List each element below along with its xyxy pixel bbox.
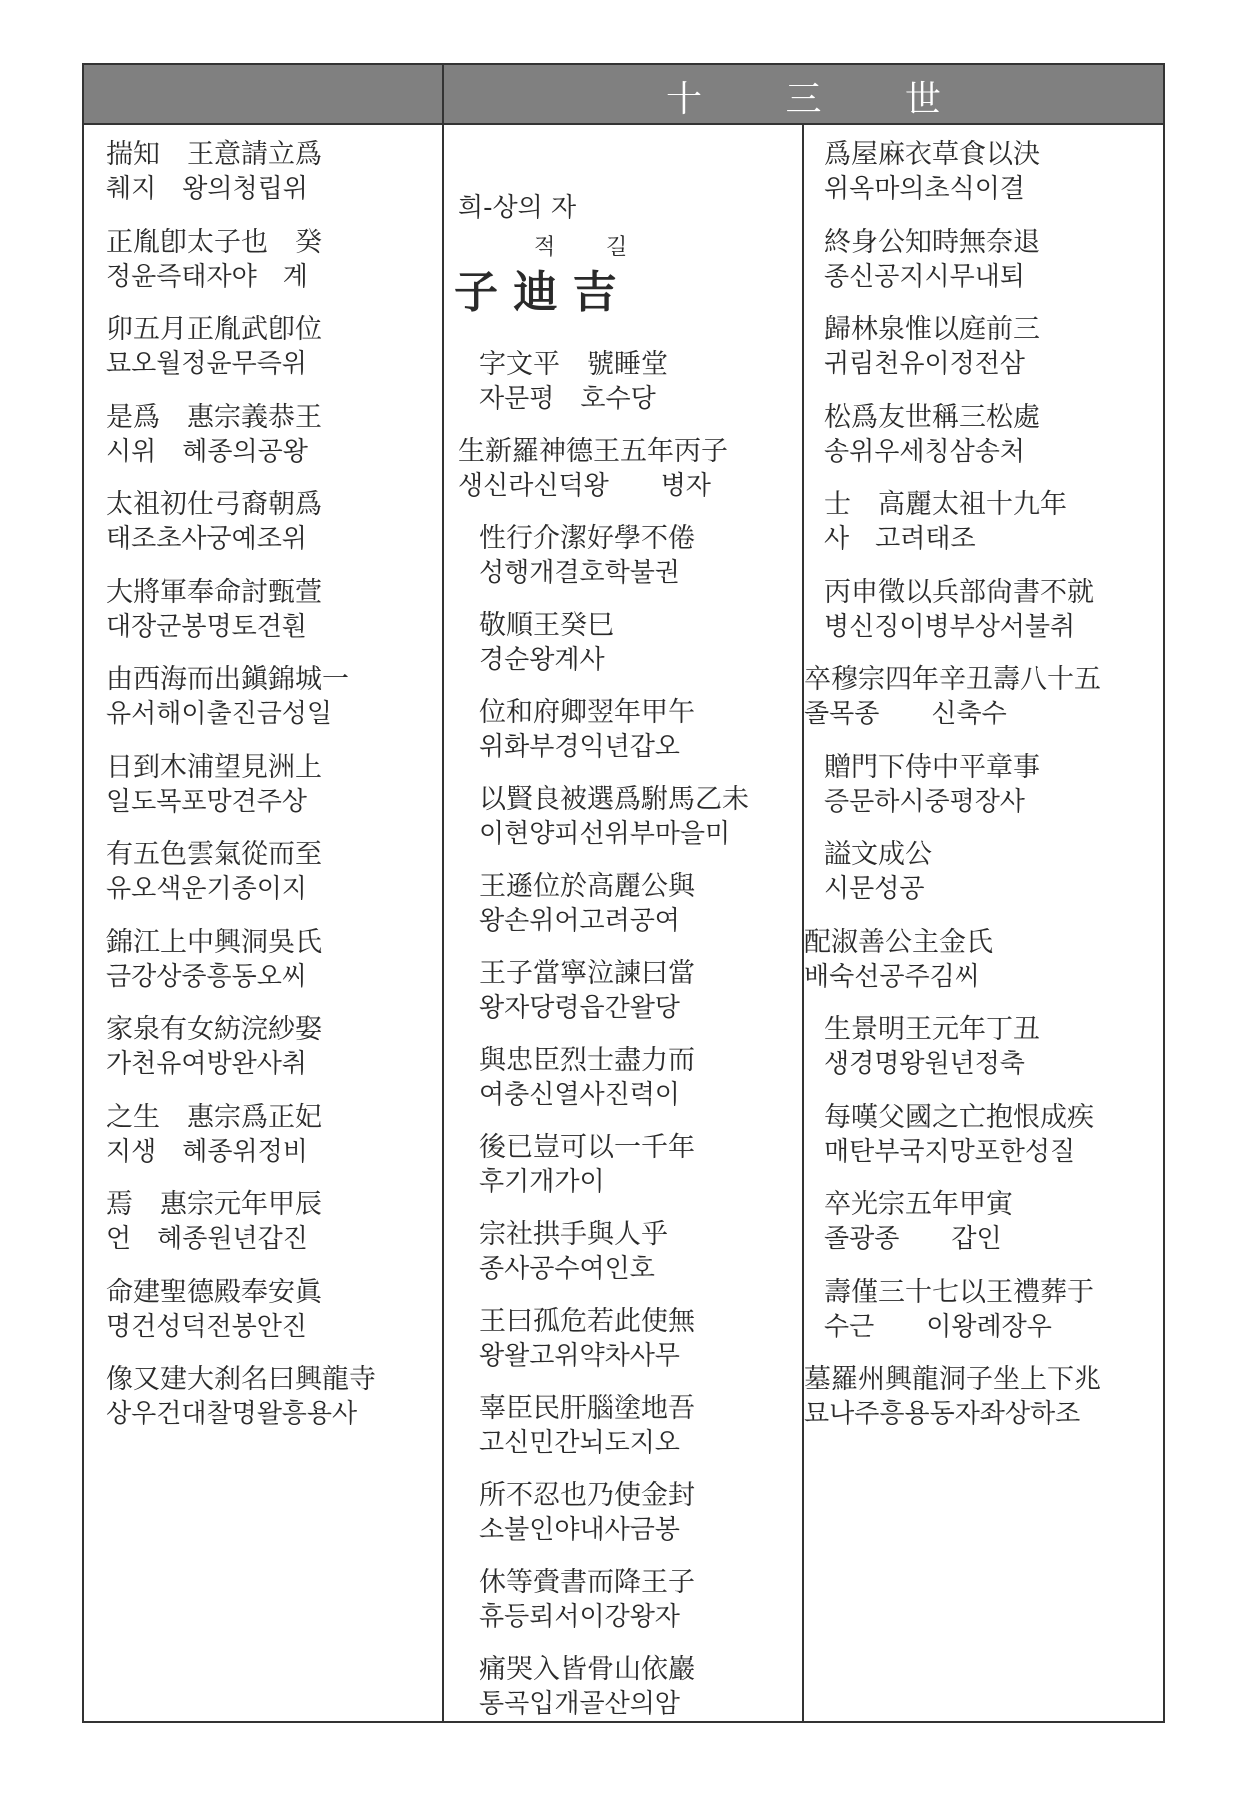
hanja-line: 有五色雲氣從而至 (106, 839, 322, 870)
hanja-line: 卯五月正胤武卽位 (106, 314, 322, 345)
text-line-pair (824, 487, 1067, 557)
hangul-line: 지생 혜종위정비 (106, 1137, 308, 1167)
hangul-line: 소불인야내사금봉 (479, 1515, 680, 1545)
hanja-line: 像又建大刹名曰興龍寺 (106, 1364, 376, 1395)
hanja-line: 與忠臣烈士盡力而 (479, 1045, 695, 1076)
hanja-line: 之生 惠宗爲正妃 (106, 1102, 322, 1133)
hangul-line: 묘오월정윤무즉위 (106, 349, 307, 379)
text-line-pair (824, 837, 932, 907)
hangul-line: 졸광종 갑인 (824, 1224, 1002, 1254)
name-reading: 적 (534, 235, 556, 260)
hangul-line: 수근 이왕례장우 (824, 1312, 1052, 1342)
text-line-pair (824, 575, 1094, 645)
hanja-line: 字文平 號睡堂 (479, 349, 668, 380)
text-line-pair (106, 750, 322, 820)
hanja-line: 墓羅州興龍洞子坐上下兆 (804, 1364, 1101, 1395)
text-line-pair (106, 1362, 376, 1432)
hanja-line: 辜臣民肝腦塗地吾 (479, 1393, 695, 1424)
hanja-line: 太祖初仕弓裔朝爲 (106, 489, 322, 520)
text-line-pair (479, 695, 695, 765)
text-line-pair (479, 956, 695, 1026)
hangul-line: 졸목종 신축수 (804, 699, 1007, 729)
hangul-line: 성행개결호학불권 (479, 558, 680, 588)
hangul-line: 귀림천유이정전삼 (824, 349, 1025, 379)
hangul-line: 자문평 호수당 (479, 384, 656, 414)
hanja-line: 王子當寧泣諫曰當 (479, 958, 695, 989)
hangul-line: 왕왈고위약차사무 (479, 1341, 680, 1371)
hanja-line: 宗社拱手與人乎 (479, 1219, 668, 1250)
header-generation-cell (444, 65, 1163, 123)
text-line-pair (106, 312, 322, 382)
hangul-line: 유오색운기종이지 (106, 874, 307, 904)
text-line-pair (479, 1130, 695, 1200)
hangul-line: 언 혜종원년갑진 (106, 1224, 308, 1254)
text-line-pair (824, 1275, 1094, 1345)
hanja-line: 配淑善公主金氏 (804, 927, 993, 958)
hanja-line: 家泉有女紡浣紗娶 (106, 1014, 322, 1045)
hanja-line: 由西海而出鎭錦城一 (106, 664, 349, 695)
column-middle (444, 125, 804, 1721)
text-line-pair (804, 662, 1101, 732)
text-line-pair (479, 1217, 668, 1287)
text-line-pair (824, 1187, 1013, 1257)
text-line-pair (479, 1565, 695, 1635)
hangul-line: 증문하시중평장사 (824, 787, 1025, 817)
hangul-line: 위화부경익년갑오 (479, 732, 680, 762)
person-name: 子 迪 吉 (454, 267, 617, 318)
text-line-pair (106, 662, 349, 732)
hanja-line: 錦江上中興洞吳氏 (106, 927, 322, 958)
text-line-pair (479, 1478, 695, 1548)
hanja-line: 生新羅神德王五年丙子 (458, 436, 728, 467)
hangul-line: 상우건대찰명왈흥용사 (106, 1399, 358, 1429)
hangul-line: 묘나주흥용동자좌상하조 (804, 1399, 1081, 1429)
hanja-line: 終身公知時無奈退 (824, 227, 1040, 258)
hanja-line: 休等賫書而降王子 (479, 1567, 695, 1598)
hangul-line: 시문성공 (824, 874, 925, 904)
text-line-pair (106, 837, 322, 907)
text-line-pair (479, 608, 614, 678)
hanja-line: 日到木浦望見洲上 (106, 752, 322, 783)
text-line-pair (479, 1652, 695, 1722)
hangul-line: 사 고려태조 (824, 524, 976, 554)
hanja-line: 命建聖德殿奉安眞 (106, 1277, 322, 1308)
hanja-line: 敬順王癸巳 (479, 610, 614, 641)
hangul-line: 병신징이병부상서불취 (824, 612, 1076, 642)
hangul-line: 후기개가이 (479, 1167, 605, 1197)
hangul-line: 왕손위어고려공여 (479, 906, 680, 936)
text-line-pair (804, 1362, 1101, 1432)
hanja-line: 後已豈可以一千年 (479, 1132, 695, 1163)
text-line-pair (824, 312, 1040, 382)
hangul-line: 명건성덕전봉안진 (106, 1312, 307, 1342)
hanja-line: 生景明王元年丁丑 (824, 1014, 1040, 1045)
hangul-line: 금강상중흥동오씨 (106, 962, 307, 992)
hangul-line: 배숙선공주김씨 (804, 962, 980, 992)
hanja-line: 丙申徵以兵部尙書不就 (824, 577, 1094, 608)
text-line-pair (106, 400, 322, 470)
hangul-line: 위옥마의초식이결 (824, 174, 1025, 204)
name-reading: 길 (606, 235, 628, 260)
text-line-pair (824, 225, 1040, 295)
hangul-line: 시위 혜종의공왕 (106, 437, 308, 467)
hangul-line: 이현양피선위부마을미 (479, 819, 731, 849)
hanja-line: 以賢良被選爲駙馬乙未 (479, 784, 749, 815)
hanja-line: 謚文成公 (824, 839, 932, 870)
column-left (84, 125, 444, 1721)
hangul-line: 휴등뢰서이강왕자 (479, 1602, 680, 1632)
text-line-pair (479, 1043, 695, 1113)
generation-title: 十 三 世 (666, 79, 977, 120)
hangul-line: 생경명왕원년정축 (824, 1049, 1025, 1079)
hangul-line: 생신라신덕왕 병자 (458, 471, 711, 501)
column-right (804, 125, 1163, 1721)
hanja-line: 卒光宗五年甲寅 (824, 1189, 1013, 1220)
hanja-line: 士 高麗太祖十九年 (824, 489, 1067, 520)
hangul-line: 통곡입개골산의암 (479, 1689, 680, 1719)
text-line-pair (804, 925, 993, 995)
hangul-line: 대장군봉명토견훤 (106, 612, 307, 642)
hanja-line: 王遜位於高麗公與 (479, 871, 695, 902)
text-line-pair (106, 225, 322, 295)
hangul-line: 종신공지시무내퇴 (824, 262, 1025, 292)
hangul-line: 일도목포망견주상 (106, 787, 307, 817)
text-line-pair (824, 1100, 1094, 1170)
hanja-line: 位和府卿翌年甲午 (479, 697, 695, 728)
hanja-line: 正胤卽太子也 癸 (106, 227, 322, 258)
text-line-pair (458, 434, 728, 504)
text-line-pair (479, 347, 668, 417)
hangul-line: 정윤즉태자야 계 (106, 262, 308, 292)
text-line-pair (106, 487, 322, 557)
hanja-line: 所不忍也乃使金封 (479, 1480, 695, 1511)
hangul-line: 경순왕계사 (479, 645, 605, 675)
text-line-pair (479, 782, 749, 852)
hanja-line: 痛哭入皆骨山依巖 (479, 1654, 695, 1685)
text-line-pair (479, 1391, 695, 1461)
hanja-line: 壽僅三十七以王禮葬于 (824, 1277, 1094, 1308)
hanja-line: 性行介潔好學不倦 (479, 523, 695, 554)
hangul-line: 매탄부국지망포한성질 (824, 1137, 1076, 1167)
genealogy-table (82, 63, 1165, 1723)
text-line-pair (479, 521, 695, 591)
hangul-line: 유서해이출진금성일 (106, 699, 333, 729)
hangul-line: 고신민간뇌도지오 (479, 1428, 680, 1458)
hanja-line: 是爲 惠宗義恭王 (106, 402, 322, 433)
text-line-pair (106, 925, 322, 995)
hangul-line: 여충신열사진력이 (479, 1080, 680, 1110)
hangul-line: 췌지 왕의청립위 (106, 174, 308, 204)
header-blank-cell (84, 65, 444, 123)
hanja-line: 贈門下侍中平章事 (824, 752, 1040, 783)
text-line-pair (824, 1012, 1040, 1082)
text-line-pair (479, 1304, 695, 1374)
text-line-pair (106, 1275, 322, 1345)
text-line-pair (106, 1012, 322, 1082)
hangul-line: 송위우세칭삼송처 (824, 437, 1025, 467)
hangul-line: 왕자당령읍간왈당 (479, 993, 680, 1023)
table-header (84, 65, 1163, 125)
hangul-line: 태조초사궁예조위 (106, 524, 307, 554)
hangul-line: 가천유여방완사취 (106, 1049, 307, 1079)
lineage-intro: 희-상의 자 (458, 193, 577, 223)
hanja-line: 每嘆父國之亡抱恨成疾 (824, 1102, 1094, 1133)
hanja-line: 歸林泉惟以庭前三 (824, 314, 1040, 345)
text-line-pair (824, 137, 1040, 207)
hanja-line: 焉 惠宗元年甲辰 (106, 1189, 322, 1220)
text-line-pair (106, 1100, 322, 1170)
hanja-line: 王曰孤危若此使無 (479, 1306, 695, 1337)
text-line-pair (106, 575, 322, 645)
text-line-pair (479, 869, 695, 939)
hangul-line: 종사공수여인호 (479, 1254, 655, 1284)
hanja-line: 松爲友世稱三松處 (824, 402, 1040, 433)
hanja-line: 卒穆宗四年辛丑壽八十五 (804, 664, 1101, 695)
hanja-line: 揣知 王意請立爲 (106, 139, 322, 170)
text-line-pair (824, 750, 1040, 820)
hanja-line: 大將軍奉命討甄萱 (106, 577, 322, 608)
hanja-line: 爲屋麻衣草食以決 (824, 139, 1040, 170)
text-line-pair (106, 1187, 322, 1257)
text-line-pair (824, 400, 1040, 470)
text-line-pair (106, 137, 322, 207)
